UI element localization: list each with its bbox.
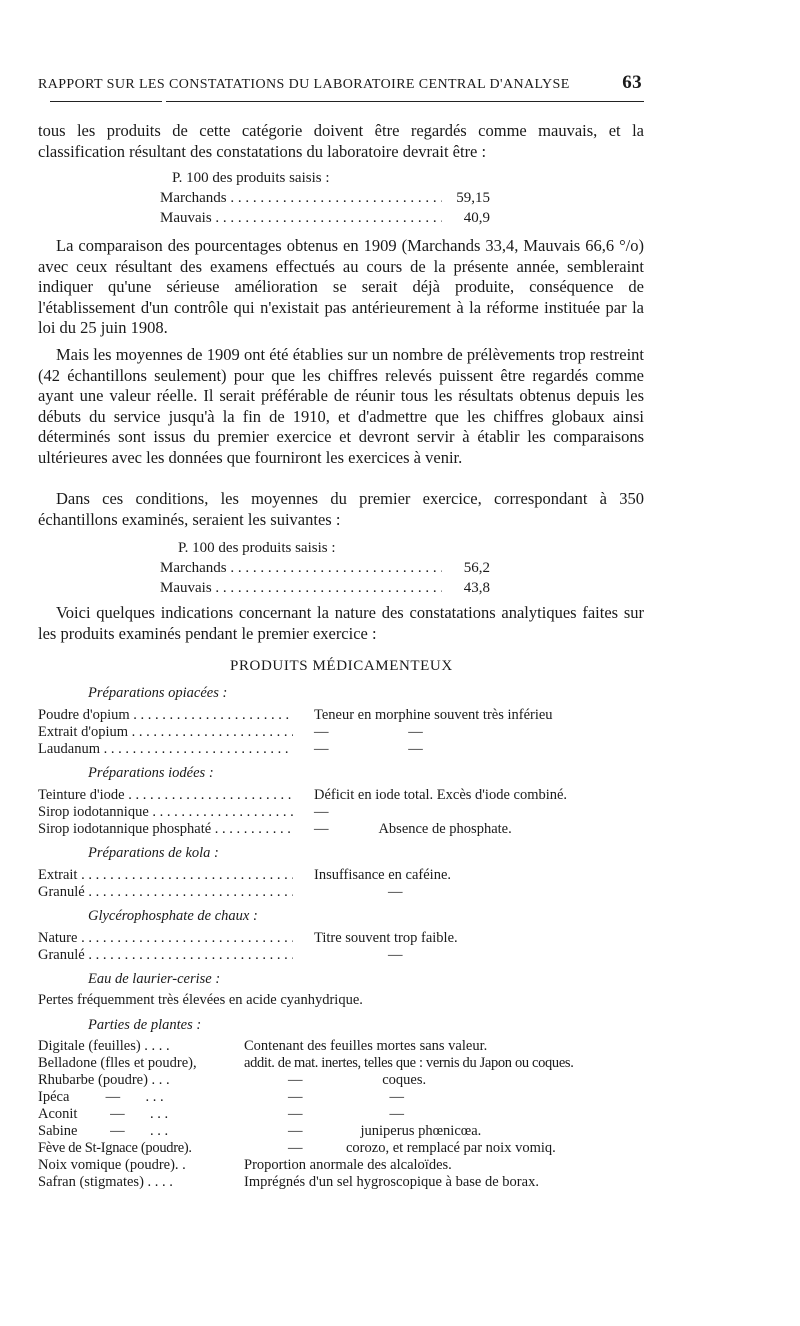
list-item: Teinture d'iode . . . Déficit en iode total. Excès d'iode combiné. bbox=[38, 787, 293, 804]
list-item: Pertes fréquemment très élevées en acide cyanhydrique. bbox=[38, 992, 363, 1008]
list-item: Nature . . . Titre souvent trop faible. bbox=[38, 930, 293, 947]
list-item-note: — — bbox=[288, 1089, 404, 1105]
table-first-results bbox=[160, 168, 490, 228]
list-item-note: Contenant des feuilles mortes sans valeur. bbox=[244, 1038, 488, 1054]
list-item-note: — — bbox=[288, 1106, 404, 1122]
list-item: Ipéca — . . . bbox=[38, 1089, 164, 1105]
row-value: 56,2 bbox=[463, 560, 490, 576]
header-rule-right bbox=[166, 101, 644, 102]
table-caption: P. 100 des produits saisis : bbox=[172, 170, 330, 186]
paragraph-1: tous les produits de cette catégorie doivent être regardés comme mauvais, et la classification résultant des constatations du laboratoire devrait être : bbox=[38, 121, 644, 161]
table-row bbox=[160, 558, 490, 578]
list-item: Safran (stigmates) . . . . bbox=[38, 1174, 173, 1190]
list-item: Noix vomique (poudre). . bbox=[38, 1157, 186, 1173]
list-item: Belladone (flles et poudre), bbox=[38, 1055, 197, 1071]
list-item: Granulé . . . — bbox=[38, 884, 293, 901]
paragraph-3: Mais les moyennes de 1909 ont été établies sur un nombre de prélèvements trop restreint (42 échantillons seulement) pour que les chiffres relevés puissent être regardés comme ayant une valeur réelle. Il serait préférable de réunir tous les résultats obtenus depuis les débuts du service jusqu'à la fin de 1910, et d'admettre que les chiffres globaux ainsi déterminés sont issus du premier exercice et devront servir à établir les comparaisons ultérieures avec les données que fourniront les exercices à venir. bbox=[38, 345, 644, 467]
list-item-note: — corozo, et remplacé par noix vomiq. bbox=[288, 1140, 556, 1156]
paragraph-4: Dans ces conditions, les moyennes du premier exercice, correspondant à 350 échantillons examinés, seraient les suivantes : bbox=[38, 489, 644, 529]
group-title-glycerophosphate: Glycérophosphate de chaux : bbox=[88, 908, 258, 924]
list-item-note: Imprégnés d'un sel hygroscopique à base de borax. bbox=[244, 1174, 539, 1190]
list-item: Granulé . . . — bbox=[38, 947, 293, 964]
header-rule-left bbox=[50, 101, 162, 102]
row-label: Mauvais . . . bbox=[160, 578, 442, 598]
list-item: Digitale (feuilles) . . . . bbox=[38, 1038, 170, 1054]
running-header bbox=[38, 72, 642, 94]
group-title-kola: Préparations de kola : bbox=[88, 845, 219, 861]
list-item: Extrait d'opium . . . — — bbox=[38, 724, 293, 741]
list-item: Aconit — . . . bbox=[38, 1106, 169, 1122]
row-value: 43,8 bbox=[463, 580, 490, 596]
table-first-exercise bbox=[160, 538, 490, 598]
list-item-note: Proportion anormale des alcaloïdes. bbox=[244, 1157, 452, 1173]
list-item-note: — juniperus phœnicœa. bbox=[288, 1123, 482, 1139]
group-title-plantes: Parties de plantes : bbox=[88, 1017, 202, 1033]
list-item-note: — coques. bbox=[288, 1072, 427, 1088]
group-title-opiacees: Préparations opiacées : bbox=[88, 685, 228, 701]
list-item: Rhubarbe (poudre) . . . bbox=[38, 1072, 170, 1088]
table-row bbox=[160, 208, 490, 228]
page-number: 63 bbox=[622, 72, 642, 93]
table-row bbox=[160, 578, 490, 598]
row-label: Marchands . . . bbox=[160, 188, 442, 208]
row-label: Mauvais . . . bbox=[160, 208, 442, 228]
list-item: Sabine — . . . bbox=[38, 1123, 169, 1139]
paragraph-2: La comparaison des pourcentages obtenus en 1909 (Marchands 33,4, Mauvais 66,6 °/o) avec ceux résultant des examens effectués au cours de la présente année, sembleraint indiquer qu'une sérieuse amélioration se serait déjà produite, conséquence de l'établissement d'un contrôle qui n'existait pas antérieurement à la réforme instituée par la loi du 25 juin 1908. bbox=[38, 236, 644, 338]
list-item-note: addit. de mat. inertes, telles que : vernis du Japon ou coques. bbox=[244, 1055, 574, 1071]
group-title-laurier: Eau de laurier-cerise : bbox=[88, 971, 221, 987]
list-item: Fève de St-Ignace (poudre). bbox=[38, 1140, 192, 1156]
table-row bbox=[160, 188, 490, 208]
header-title: RAPPORT SUR LES CONSTATATIONS DU LABORATOIRE CENTRAL D'ANALYSE bbox=[38, 77, 570, 92]
row-label: Marchands . . . bbox=[160, 558, 442, 578]
list-item: Laudanum . . . — — bbox=[38, 741, 293, 758]
list-item: Extrait . . . Insuffisance en caféine. bbox=[38, 867, 293, 884]
paragraph-5: Voici quelques indications concernant la nature des constatations analytiques faites sur les produits examinés pendant le premier exercice : bbox=[38, 603, 644, 643]
list-item: Sirop iodotannique phosphaté . . . — Absence de phosphate. bbox=[38, 821, 293, 838]
section-title: PRODUITS MÉDICAMENTEUX bbox=[230, 658, 453, 674]
group-title-iodees: Préparations iodées : bbox=[88, 765, 214, 781]
list-item: Poudre d'opium . . . Teneur en morphine souvent très inférieu bbox=[38, 707, 293, 724]
row-value: 59,15 bbox=[456, 190, 490, 206]
row-value: 40,9 bbox=[463, 210, 490, 226]
list-item: Sirop iodotannique . . . — bbox=[38, 804, 293, 821]
table-caption: P. 100 des produits saisis : bbox=[178, 540, 336, 556]
